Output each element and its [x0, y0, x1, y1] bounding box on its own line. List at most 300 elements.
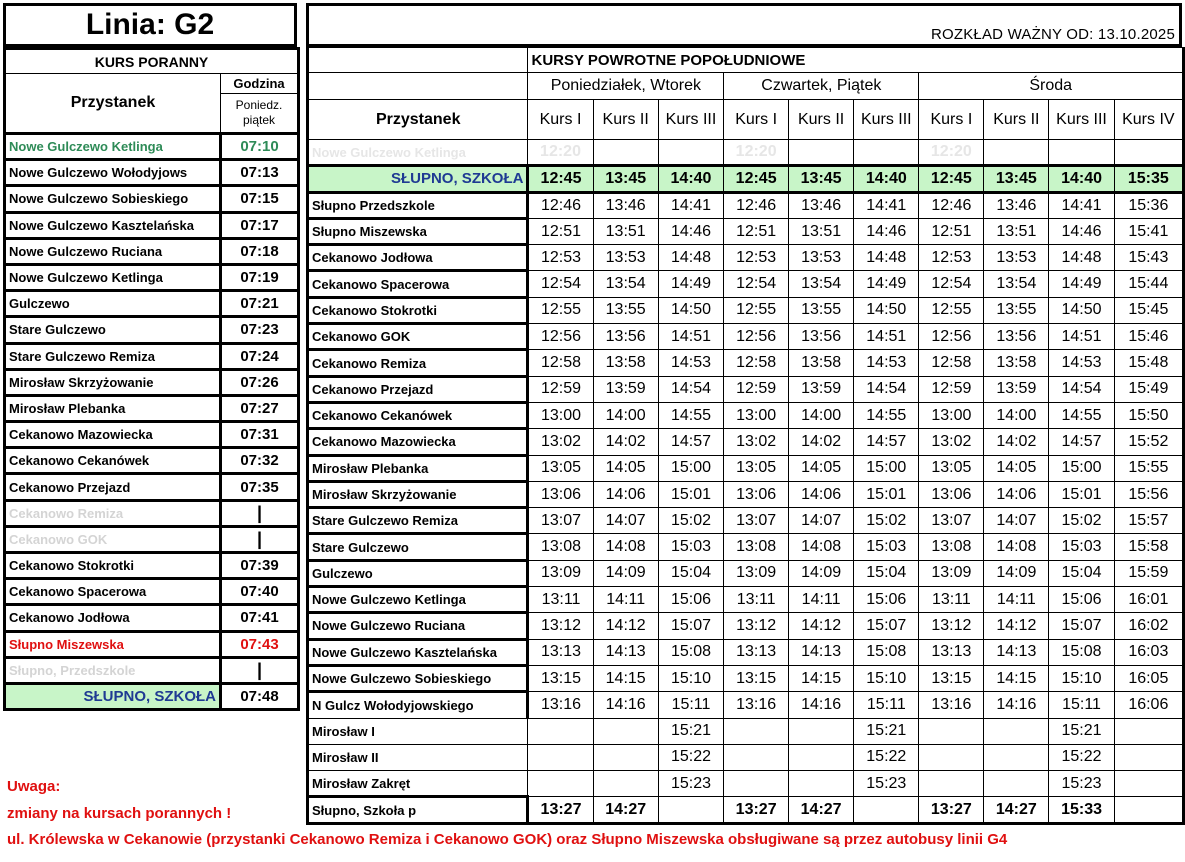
departure-time — [658, 140, 723, 166]
departure-time: 13:58 — [789, 350, 854, 376]
departure-time: 14:09 — [789, 560, 854, 586]
departure-time: 15:45 — [1114, 297, 1183, 323]
morning-stop-name: Cekanowo Remiza — [5, 500, 221, 526]
departure-time: 14:50 — [854, 297, 919, 323]
departure-time — [1114, 771, 1183, 797]
morning-row — [5, 186, 299, 212]
afternoon-stop-name: Nowe Gulczewo Ketlinga — [308, 140, 528, 166]
departure-time: 13:46 — [593, 192, 658, 218]
afternoon-row — [308, 402, 1184, 428]
departure-time: 12:54 — [528, 271, 593, 297]
departure-time: 13:08 — [528, 534, 593, 560]
departure-time: 15:03 — [1049, 534, 1114, 560]
departure-time: 13:07 — [528, 508, 593, 534]
departure-time: 14:41 — [1049, 192, 1114, 218]
morning-stop-name: Cekanowo GOK — [5, 526, 221, 552]
morning-stop-name: Mirosław Skrzyżowanie — [5, 369, 221, 395]
afternoon-row — [308, 350, 1184, 376]
morning-row — [5, 631, 299, 657]
departure-time: 12:46 — [528, 192, 593, 218]
departure-time: 12:59 — [528, 376, 593, 402]
departure-time — [724, 744, 789, 770]
departure-time: 15:21 — [1049, 718, 1114, 744]
departure-time: 15:11 — [658, 692, 723, 718]
departure-time: 15:22 — [1049, 744, 1114, 770]
departure-time: 14:49 — [1049, 271, 1114, 297]
course-header: Kurs II — [984, 100, 1049, 140]
departure-time: 13:27 — [724, 797, 789, 823]
morning-stop-name: Cekanowo Jodłowa — [5, 605, 221, 631]
departure-time: 14:48 — [854, 245, 919, 271]
departure-time: 16:05 — [1114, 665, 1183, 691]
afternoon-row — [308, 140, 1184, 166]
departure-time: 14:48 — [1049, 245, 1114, 271]
departure-time: 14:00 — [789, 402, 854, 428]
departure-time — [593, 771, 658, 797]
departure-time: 15:41 — [1114, 218, 1183, 244]
course-header: Kurs III — [1049, 100, 1114, 140]
departure-time: 12:46 — [919, 192, 984, 218]
departure-time: 13:16 — [528, 692, 593, 718]
afternoon-stop-name: Nowe Gulczewo Ruciana — [308, 613, 528, 639]
afternoon-row — [308, 376, 1184, 402]
morning-row — [5, 134, 299, 160]
morning-row — [5, 238, 299, 264]
afternoon-row — [308, 297, 1184, 323]
departure-time: 12:55 — [724, 297, 789, 323]
departure-time: 12:45 — [724, 166, 789, 192]
morning-row — [5, 657, 299, 683]
departure-time — [789, 771, 854, 797]
validity-text: ROZKŁAD WAŻNY OD: 13.10.2025 — [930, 26, 1175, 43]
departure-time: 13:53 — [789, 245, 854, 271]
departure-time: 13:56 — [789, 324, 854, 350]
departure-time: 15:06 — [854, 587, 919, 613]
departure-time — [1114, 797, 1183, 823]
departure-time: 14:07 — [789, 508, 854, 534]
departure-time: 15:10 — [658, 665, 723, 691]
departure-time: 14:11 — [593, 587, 658, 613]
morning-stop-name: Cekanowo Stokrotki — [5, 553, 221, 579]
morning-time: | — [221, 657, 299, 683]
afternoon-stop-name: Cekanowo Spacerowa — [308, 271, 528, 297]
morning-stop-name: Cekanowo Cekanówek — [5, 448, 221, 474]
morning-stop-name: Słupno, Przedszkole — [5, 657, 221, 683]
morning-row — [5, 317, 299, 343]
departure-time: 15:07 — [1049, 613, 1114, 639]
morning-stop-name: Nowe Gulczewo Ruciana — [5, 238, 221, 264]
departure-time: 12:56 — [724, 324, 789, 350]
departure-time: 15:01 — [1049, 481, 1114, 507]
departure-time: 14:12 — [789, 613, 854, 639]
departure-time — [919, 744, 984, 770]
departure-time: 13:54 — [593, 271, 658, 297]
departure-time: 15:23 — [1049, 771, 1114, 797]
departure-time: 15:36 — [1114, 192, 1183, 218]
departure-time — [984, 718, 1049, 744]
afternoon-row — [308, 613, 1184, 639]
morning-stop-name: Nowe Gulczewo Ketlinga — [5, 264, 221, 290]
departure-time: 15:35 — [1114, 166, 1183, 192]
morning-row — [5, 448, 299, 474]
departure-time — [854, 797, 919, 823]
afternoon-row — [308, 192, 1184, 218]
departure-time: 15:48 — [1114, 350, 1183, 376]
departure-time: 15:01 — [658, 481, 723, 507]
departure-time: 15:02 — [1049, 508, 1114, 534]
departure-time: 14:41 — [854, 192, 919, 218]
departure-time — [593, 140, 658, 166]
departure-time: 14:50 — [1049, 297, 1114, 323]
departure-time: 13:45 — [984, 166, 1049, 192]
morning-row — [5, 264, 299, 290]
departure-time: 15:08 — [1049, 639, 1114, 665]
departure-time: 15:11 — [1049, 692, 1114, 718]
morning-time: 07:35 — [221, 474, 299, 500]
afternoon-row — [308, 534, 1184, 560]
afternoon-row — [308, 166, 1184, 192]
departure-time: 13:07 — [724, 508, 789, 534]
departure-time: 15:10 — [1049, 665, 1114, 691]
departure-time: 15:04 — [658, 560, 723, 586]
departure-time: 15:00 — [1049, 455, 1114, 481]
morning-stop-name: Cekanowo Spacerowa — [5, 579, 221, 605]
departure-time: 12:55 — [528, 297, 593, 323]
course-header: Kurs II — [593, 100, 658, 140]
departure-time: 15:21 — [854, 718, 919, 744]
departure-time: 15:04 — [854, 560, 919, 586]
departure-time: 14:46 — [1049, 218, 1114, 244]
morning-title: KURS PORANNY — [5, 49, 299, 74]
departure-time: 13:02 — [724, 429, 789, 455]
departure-time — [854, 140, 919, 166]
morning-row — [5, 395, 299, 421]
departure-time: 14:40 — [658, 166, 723, 192]
morning-col-stop: Przystanek — [5, 74, 221, 134]
morning-row — [5, 291, 299, 317]
departure-time — [593, 744, 658, 770]
departure-time: 14:49 — [658, 271, 723, 297]
morning-row — [5, 553, 299, 579]
departure-time: 13:54 — [789, 271, 854, 297]
morning-time: 07:15 — [221, 186, 299, 212]
morning-stop-name: Nowe Gulczewo Wołodyjows — [5, 160, 221, 186]
departure-time: 16:03 — [1114, 639, 1183, 665]
departure-time: 14:06 — [593, 481, 658, 507]
departure-time: 13:06 — [724, 481, 789, 507]
departure-time: 15:22 — [658, 744, 723, 770]
departure-time: 14:16 — [593, 692, 658, 718]
departure-time: 13:51 — [593, 218, 658, 244]
morning-row — [5, 212, 299, 238]
departure-time: 13:55 — [789, 297, 854, 323]
departure-time: 14:53 — [1049, 350, 1114, 376]
departure-time: 15:08 — [854, 639, 919, 665]
departure-time: 15:06 — [658, 587, 723, 613]
afternoon-stop-name: N Gulcz Wołodyjowskiego — [308, 692, 528, 718]
departure-time: 14:13 — [984, 639, 1049, 665]
morning-row — [5, 526, 299, 552]
afternoon-row — [308, 665, 1184, 691]
departure-time: 15:55 — [1114, 455, 1183, 481]
afternoon-stop-name: Cekanowo Mazowiecka — [308, 429, 528, 455]
departure-time: 12:55 — [919, 297, 984, 323]
departure-time: 15:52 — [1114, 429, 1183, 455]
departure-time — [919, 771, 984, 797]
morning-row — [5, 343, 299, 369]
afternoon-title-spacer — [308, 48, 528, 73]
afternoon-stop-name: Nowe Gulczewo Ketlinga — [308, 587, 528, 613]
departure-time: 14:53 — [854, 350, 919, 376]
departure-time — [1114, 140, 1183, 166]
course-header: Kurs I — [919, 100, 984, 140]
departure-time: 14:13 — [789, 639, 854, 665]
departure-time — [984, 744, 1049, 770]
afternoon-title: KURSY POWROTNE POPOŁUDNIOWE — [528, 48, 1184, 73]
departure-time: 14:46 — [854, 218, 919, 244]
departure-time: 14:05 — [593, 455, 658, 481]
departure-time: 13:00 — [919, 402, 984, 428]
departure-time: 13:12 — [724, 613, 789, 639]
departure-time: 13:09 — [919, 560, 984, 586]
morning-row — [5, 605, 299, 631]
morning-row — [5, 579, 299, 605]
departure-time — [593, 718, 658, 744]
departure-time: 15:03 — [658, 534, 723, 560]
departure-time: 14:55 — [1049, 402, 1114, 428]
departure-time: 15:57 — [1114, 508, 1183, 534]
afternoon-stop-name: Mirosław Skrzyżowanie — [308, 481, 528, 507]
departure-time: 13:11 — [919, 587, 984, 613]
departure-time: 15:06 — [1049, 587, 1114, 613]
departure-time: 13:53 — [984, 245, 1049, 271]
departure-time: 13:08 — [919, 534, 984, 560]
morning-time: 07:39 — [221, 553, 299, 579]
morning-row — [5, 160, 299, 186]
departure-time — [528, 718, 593, 744]
afternoon-row — [308, 508, 1184, 534]
departure-time: 14:06 — [789, 481, 854, 507]
afternoon-stop-name: Mirosław Zakręt — [308, 771, 528, 797]
departure-time: 14:16 — [789, 692, 854, 718]
afternoon-row — [308, 271, 1184, 297]
departure-time: 13:11 — [528, 587, 593, 613]
afternoon-stop-name: Cekanowo Cekanówek — [308, 402, 528, 428]
morning-stop-name: Nowe Gulczewo Sobieskiego — [5, 186, 221, 212]
morning-time: 07:24 — [221, 343, 299, 369]
departure-time: 14:55 — [658, 402, 723, 428]
departure-time: 15:43 — [1114, 245, 1183, 271]
departure-time — [789, 140, 854, 166]
course-header: Kurs IV — [1114, 100, 1183, 140]
departure-time: 13:56 — [593, 324, 658, 350]
departure-time: 13:13 — [724, 639, 789, 665]
departure-time: 12:56 — [919, 324, 984, 350]
departure-time: 13:55 — [984, 297, 1049, 323]
course-header: Kurs I — [528, 100, 593, 140]
morning-stop-name: Stare Gulczewo Remiza — [5, 343, 221, 369]
departure-time: 13:46 — [789, 192, 854, 218]
afternoon-stop-name: Mirosław II — [308, 744, 528, 770]
afternoon-stop-name: Cekanowo GOK — [308, 324, 528, 350]
departure-time: 14:08 — [789, 534, 854, 560]
departure-time: 14:12 — [984, 613, 1049, 639]
departure-time — [528, 771, 593, 797]
afternoon-stop-name: Cekanowo Stokrotki — [308, 297, 528, 323]
departure-time: 12:58 — [919, 350, 984, 376]
afternoon-stop-name: Nowe Gulczewo Sobieskiego — [308, 665, 528, 691]
departure-time: 13:05 — [919, 455, 984, 481]
afternoon-row — [308, 245, 1184, 271]
departure-time: 14:57 — [1049, 429, 1114, 455]
departure-time: 15:46 — [1114, 324, 1183, 350]
departure-time: 13:59 — [593, 376, 658, 402]
departure-time: 13:45 — [789, 166, 854, 192]
validity-box — [306, 3, 1182, 47]
morning-col-time: Godzina — [221, 74, 299, 94]
departure-time: 14:57 — [854, 429, 919, 455]
course-header: Kurs III — [658, 100, 723, 140]
departure-time: 14:11 — [789, 587, 854, 613]
morning-row — [5, 422, 299, 448]
departure-time: 15:23 — [854, 771, 919, 797]
departure-time: 13:09 — [528, 560, 593, 586]
departure-time: 12:46 — [724, 192, 789, 218]
departure-time: 14:16 — [984, 692, 1049, 718]
departure-time: 15:22 — [854, 744, 919, 770]
departure-time: 12:56 — [528, 324, 593, 350]
departure-time: 15:44 — [1114, 271, 1183, 297]
departure-time: 13:06 — [919, 481, 984, 507]
departure-time: 13:56 — [984, 324, 1049, 350]
departure-time: 12:45 — [528, 166, 593, 192]
morning-stop-name: Stare Gulczewo — [5, 317, 221, 343]
departure-time — [984, 140, 1049, 166]
departure-time: 13:07 — [919, 508, 984, 534]
departure-time: 14:07 — [984, 508, 1049, 534]
morning-time: 07:27 — [221, 395, 299, 421]
departure-time: 14:06 — [984, 481, 1049, 507]
morning-time: 07:13 — [221, 160, 299, 186]
afternoon-stop-name: Nowe Gulczewo Kasztelańska — [308, 639, 528, 665]
morning-col-days: Poniedz. piątek — [221, 94, 299, 134]
departure-time: 15:23 — [658, 771, 723, 797]
departure-time: 14:54 — [854, 376, 919, 402]
morning-time: 07:48 — [221, 683, 299, 709]
departure-time: 13:15 — [724, 665, 789, 691]
morning-time: 07:43 — [221, 631, 299, 657]
departure-time: 14:00 — [593, 402, 658, 428]
departure-time: 16:01 — [1114, 587, 1183, 613]
departure-time: 14:27 — [593, 797, 658, 823]
departure-time: 15:00 — [658, 455, 723, 481]
afternoon-row — [308, 639, 1184, 665]
departure-time: 13:51 — [789, 218, 854, 244]
departure-time: 14:50 — [658, 297, 723, 323]
departure-time — [528, 744, 593, 770]
departure-time: 14:49 — [854, 271, 919, 297]
afternoon-row — [308, 429, 1184, 455]
morning-time: 07:21 — [221, 291, 299, 317]
departure-time: 12:59 — [919, 376, 984, 402]
departure-time: 15:08 — [658, 639, 723, 665]
departure-time: 14:07 — [593, 508, 658, 534]
departure-time: 14:13 — [593, 639, 658, 665]
departure-time: 13:15 — [528, 665, 593, 691]
departure-time: 13:54 — [984, 271, 1049, 297]
departure-time: 14:41 — [658, 192, 723, 218]
departure-time: 14:15 — [593, 665, 658, 691]
departure-time: 15:02 — [854, 508, 919, 534]
departure-time: 14:08 — [593, 534, 658, 560]
departure-time: 13:05 — [724, 455, 789, 481]
departure-time: 13:12 — [528, 613, 593, 639]
afternoon-row — [308, 455, 1184, 481]
departure-time: 12:58 — [724, 350, 789, 376]
afternoon-stop-name: Cekanowo Remiza — [308, 350, 528, 376]
departure-time — [658, 797, 723, 823]
departure-time: 15:49 — [1114, 376, 1183, 402]
afternoon-stop-name: Stare Gulczewo Remiza — [308, 508, 528, 534]
departure-time: 13:00 — [528, 402, 593, 428]
departure-time: 13:46 — [984, 192, 1049, 218]
afternoon-stop-name: Mirosław Plebanka — [308, 455, 528, 481]
departure-time: 13:08 — [724, 534, 789, 560]
departure-time: 13:09 — [724, 560, 789, 586]
departure-time: 13:27 — [528, 797, 593, 823]
morning-time: 07:19 — [221, 264, 299, 290]
departure-time — [789, 718, 854, 744]
departure-time: 15:50 — [1114, 402, 1183, 428]
departure-time: 13:59 — [789, 376, 854, 402]
departure-time: 16:06 — [1114, 692, 1183, 718]
day-group-0: Poniedziałek, Wtorek — [528, 73, 724, 100]
departure-time: 13:45 — [593, 166, 658, 192]
afternoon-row — [308, 692, 1184, 718]
morning-time: 07:10 — [221, 134, 299, 160]
departure-time: 12:51 — [919, 218, 984, 244]
morning-stop-name: Mirosław Plebanka — [5, 395, 221, 421]
departure-time: 14:46 — [658, 218, 723, 244]
departure-time — [724, 718, 789, 744]
departure-time: 15:00 — [854, 455, 919, 481]
afternoon-row — [308, 587, 1184, 613]
departure-time — [1114, 744, 1183, 770]
departure-time: 13:00 — [724, 402, 789, 428]
departure-time: 15:01 — [854, 481, 919, 507]
morning-time: 07:17 — [221, 212, 299, 238]
departure-time: 13:11 — [724, 587, 789, 613]
morning-stop-name: Nowe Gulczewo Ketlinga — [5, 134, 221, 160]
departure-time: 15:11 — [854, 692, 919, 718]
departure-time: 15:07 — [658, 613, 723, 639]
departure-time: 12:20 — [919, 140, 984, 166]
line-title: Linia: G2 — [3, 3, 297, 47]
departure-time: 14:27 — [984, 797, 1049, 823]
course-header: Kurs III — [854, 100, 919, 140]
departure-time: 14:00 — [984, 402, 1049, 428]
course-header: Kurs I — [724, 100, 789, 140]
note-warning: Uwaga: — [7, 778, 61, 795]
departure-time: 13:06 — [528, 481, 593, 507]
departure-time: 12:51 — [724, 218, 789, 244]
morning-time: | — [221, 526, 299, 552]
morning-stop-name: SŁUPNO, SZKOŁA — [5, 683, 221, 709]
morning-time: 07:31 — [221, 422, 299, 448]
departure-time: 14:51 — [1049, 324, 1114, 350]
departure-time: 12:53 — [528, 245, 593, 271]
morning-time: 07:23 — [221, 317, 299, 343]
